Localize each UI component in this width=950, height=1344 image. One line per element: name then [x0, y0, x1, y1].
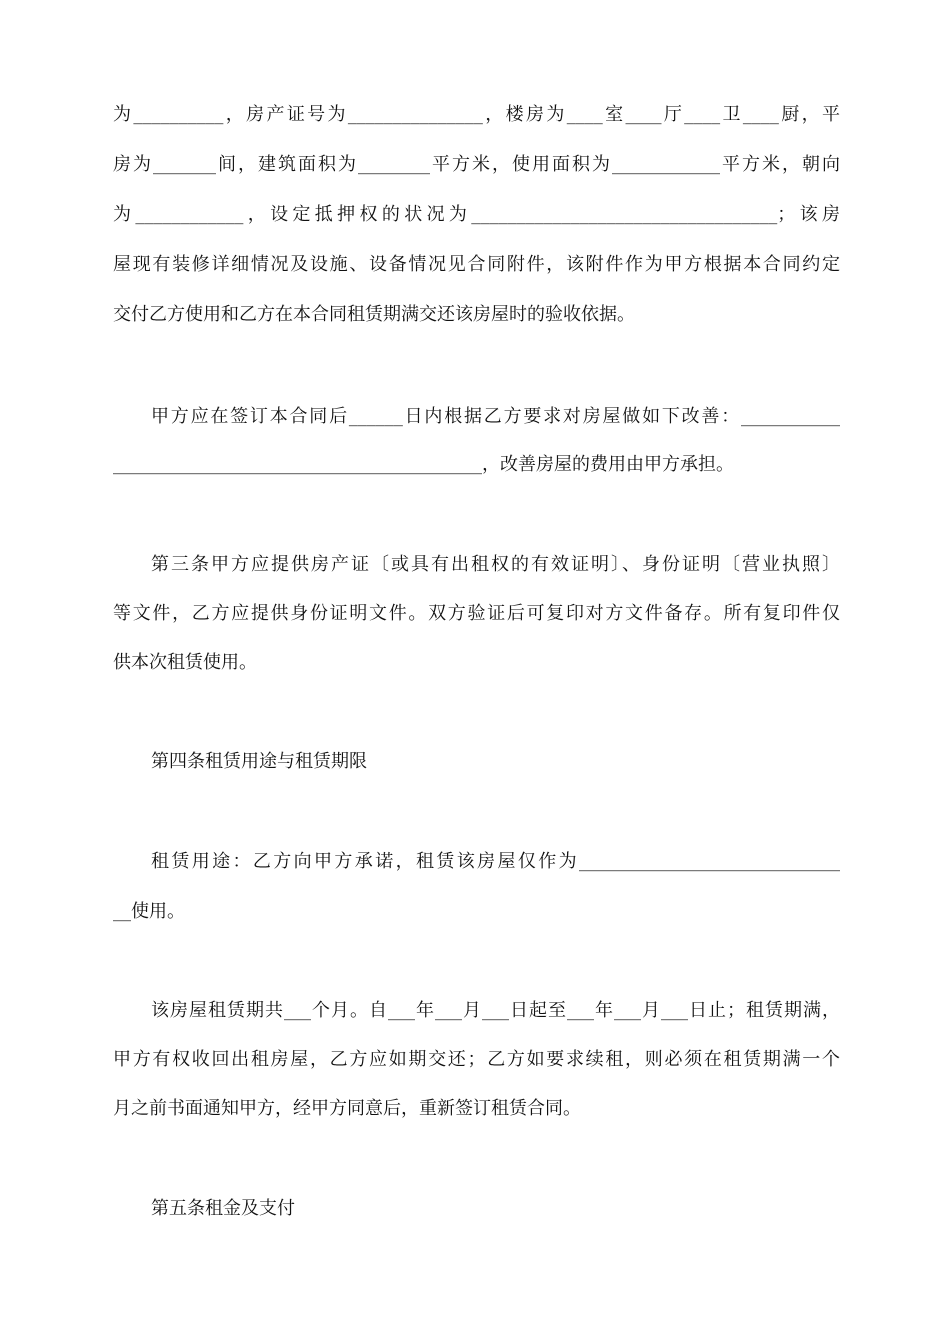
- paragraph-5-line-2: __使用。: [113, 901, 185, 922]
- section-heading-4: 第四条租赁用途与租赁期限: [151, 751, 367, 772]
- paragraph-3-line-2: 等文件，乙方应提供身份证明文件。双方验证后可复印对方文件备存。所有复印件仅: [113, 603, 840, 624]
- paragraph-6-line-3: 月之前书面通知甲方，经甲方同意后，重新签订租赁合同。: [113, 1098, 581, 1119]
- paragraph-5-line-1: 租赁用途：乙方向甲方承诺，租赁该房屋仅作为_____________________________: [151, 851, 840, 872]
- paragraph-3-line-1: 第三条甲方应提供房产证〔或具有出租权的有效证明〕、身份证明〔营业执照〕: [151, 554, 840, 575]
- paragraph-6-line-1: 该房屋租赁期共___个月。自___年___月___日起至___年___月___日止；租赁期满，: [151, 1000, 840, 1021]
- paragraph-1-line-2: 房为_______间，建筑面积为________平方米，使用面积为____________平方米，朝向: [113, 154, 840, 175]
- paragraph-1-line-3: 为____________，设定抵押权的状况为__________________________________；该房: [113, 204, 840, 225]
- paragraph-2-line-2: _________________________________________，改善房屋的费用由甲方承担。: [113, 454, 734, 475]
- section-heading-5: 第五条租金及支付: [151, 1198, 295, 1219]
- paragraph-1-line-1: 为__________，房产证号为_______________，楼房为____室____厅____卫____厨，平: [113, 104, 840, 125]
- paragraph-1-line-5: 交付乙方使用和乙方在本合同租赁期满交还该房屋时的验收依据。: [113, 304, 635, 325]
- paragraph-1-line-4: 屋现有装修详细情况及设施、设备情况见合同附件，该附件作为甲方根据本合同约定: [113, 254, 840, 275]
- paragraph-3-line-3: 供本次租赁使用。: [113, 652, 257, 673]
- paragraph-6-line-2: 甲方有权收回出租房屋，乙方应如期交还；乙方如要求续租，则必须在租赁期满一个: [113, 1049, 840, 1070]
- paragraph-2-line-1: 甲方应在签订本合同后______日内根据乙方要求对房屋做如下改善：___________: [151, 406, 840, 427]
